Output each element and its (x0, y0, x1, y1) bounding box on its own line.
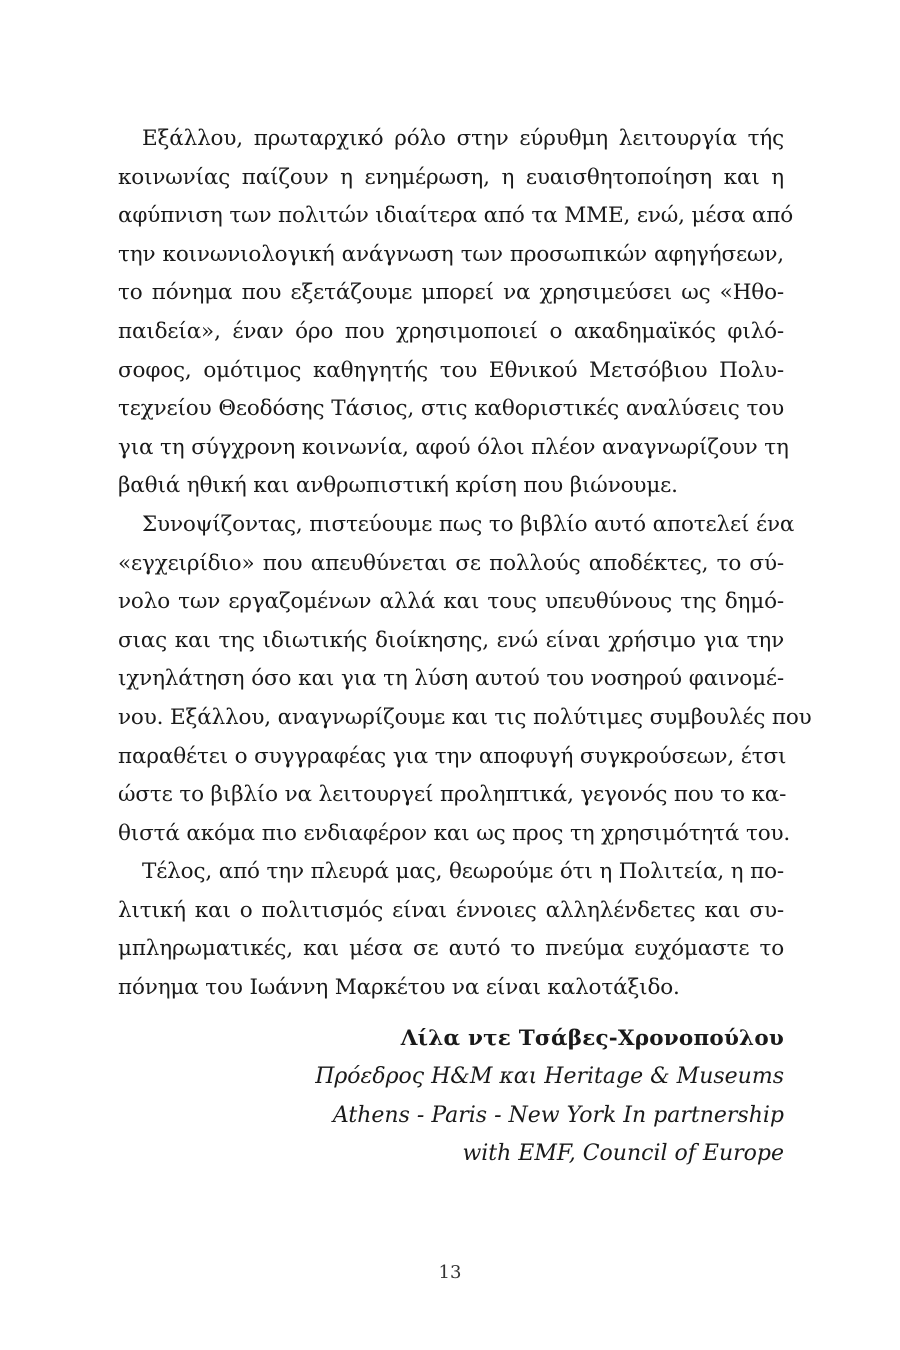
text-line: σοφος, ομότιμος καθηγητής του Εθνικού Μετσόβιου Πολυ- (118, 357, 784, 383)
text-line: ιχνηλάτηση όσο και για τη λύση αυτού του νοσηρού φαινομέ- (118, 666, 784, 692)
paragraph-2 (118, 506, 812, 853)
text-line: το πόνημα που εξετάζουμε μπορεί να χρησιμεύσει ως «Ηθο- (118, 280, 784, 306)
signature-name: Λίλα ντε Τσάβες-Χρονοπούλου (400, 1026, 784, 1051)
text-line: μπληρωματικές, και μέσα σε αυτό το πνεύμα ευχόμαστε το (118, 936, 784, 962)
signature-block (315, 1020, 784, 1174)
document-body (118, 120, 812, 1008)
text-line: νολο των εργαζομένων αλλά και τους υπευθύνους της δημό- (118, 589, 784, 615)
text-line: κοινωνίας παίζουν η ενημέρωση, η ευαισθητοποίηση και η (118, 164, 784, 190)
text-line: σιας και της ιδιωτικής διοίκησης, ενώ είναι χρήσιμο για την (118, 627, 784, 653)
text-line: ώστε το βιβλίο να λειτουργεί προληπτικά, γεγονός που το κα- (118, 782, 787, 808)
paragraph-3 (118, 853, 784, 1007)
text-line: «εγχειρίδιο» που απευθύνεται σε πολλούς αποδέκτες, το σύ- (118, 550, 784, 576)
signature-role-line: with EMF, Council of Europe (462, 1141, 784, 1166)
text-line: τεχνείου Θεοδόσης Τάσιος, στις καθοριστικές αναλύσεις του (118, 396, 784, 422)
text-line: Εξάλλου, πρωταρχικό ρόλο στην εύρυθμη λειτουργία τής (142, 126, 784, 151)
text-line: αφύπνιση των πολιτών ιδιαίτερα από τα ΜΜΕ, ενώ, μέσα από (118, 203, 794, 229)
text-line: βαθιά ηθική και ανθρωπιστική κρίση που βιώνουμε. (118, 473, 678, 499)
text-line: νου. Εξάλλου, αναγνωρίζουμε και τις πολύτιμες συμβουλές που (118, 704, 812, 730)
text-line: θιστά ακόμα πιο ενδιαφέρον και ως προς τη χρησιμότητά του. (118, 820, 791, 846)
text-line: την κοινωνιολογική ανάγνωση των προσωπικών αφηγήσεων, (118, 241, 784, 267)
page-number: 13 (438, 1262, 462, 1283)
text-line: λιτική και ο πολιτισμός είναι έννοιες αλληλένδετες και συ- (118, 897, 784, 923)
text-line: Συνοψίζοντας, πιστεύουμε πως το βιβλίο αυτό αποτελεί ένα (142, 511, 795, 537)
text-line: παιδεία», έναν όρο που χρησιμοποιεί ο ακαδημαϊκός φιλό- (118, 318, 784, 344)
text-line: για τη σύγχρονη κοινωνία, αφού όλοι πλέον αναγνωρίζουν τη (118, 434, 789, 460)
text-line: Τέλος, από την πλευρά μας, θεωρούμε ότι η Πολιτεία, η πο- (142, 859, 784, 885)
text-line: παραθέτει ο συγγραφέας για την αποφυγή συγκρούσεων, έτσι (118, 743, 787, 769)
paragraph-1 (118, 120, 794, 506)
signature-role-line: Athens - Paris - New York In partnership (332, 1102, 784, 1128)
text-line: πόνημα του Ιωάννη Μαρκέτου να είναι καλοτάξιδο. (118, 975, 680, 1001)
signature-role-line: Πρόεδρος H&M και Heritage & Museums (315, 1064, 784, 1089)
